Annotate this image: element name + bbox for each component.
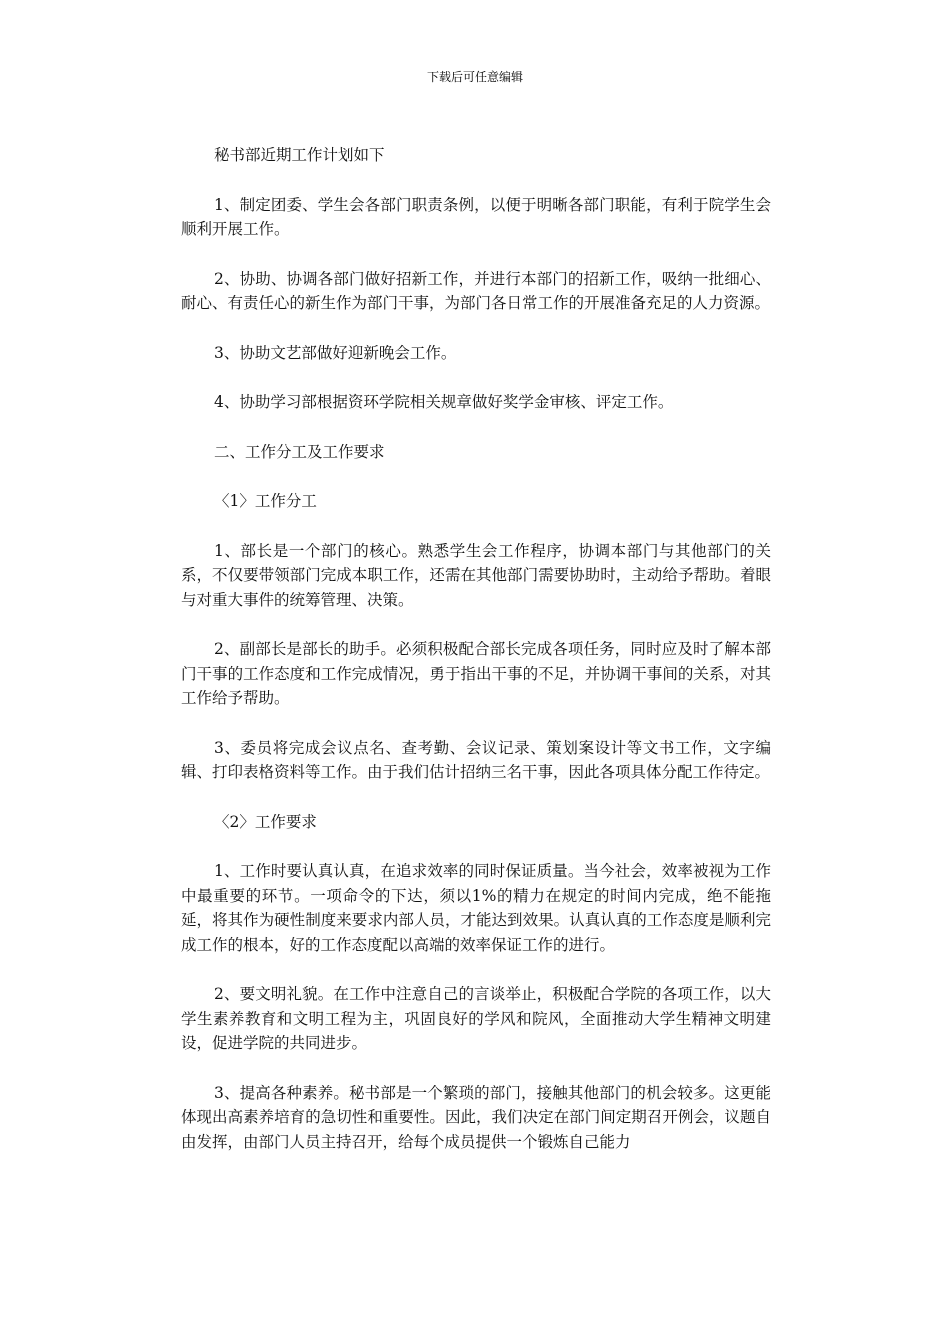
subsection-heading: 〈2〉工作要求 [214, 812, 317, 831]
paragraph: 2、要文明礼貌。在工作中注意自己的言谈举止，积极配合学院的各项工作，以大学生素养教育和文明工程为主，巩固良好的学风和院风，全面推动大学生精神文明建设，促进学院的共同进步。 [181, 985, 771, 1052]
section-heading: 二、工作分工及工作要求 [214, 442, 385, 461]
paragraph: 3、提高各种素养。秘书部是一个繁琐的部门，接触其他部门的机会较多。这更能体现出高素养培育的急切性和重要性。因此，我们决定在部门间定期召开例会，议题自由发挥，由部门人员主持召开，给每个成员提供一个锻炼自己能力 [181, 1083, 771, 1151]
paragraph: 2、副部长是部长的助手。必须积极配合部长完成各项任务，同时应及时了解本部门干事的工作态度和工作完成情况，勇于指出干事的不足，并协调干事间的关系，对其工作给予帮助。 [181, 640, 771, 707]
paragraph: 3、协助文艺部做好迎新晚会工作。 [214, 343, 457, 362]
paragraph: 1、部长是一个部门的核心。熟悉学生会工作程序，协调本部门与其他部门的关系，不仅要带领部门完成本职工作，还需在其他部门需要协助时，主动给予帮助。着眼与对重大事件的统筹管理、决策。 [181, 541, 771, 609]
paragraph: 1、制定团委、学生会各部门职责条例，以便于明晰各部门职能，有利于院学生会顺利开展工作。 [181, 195, 771, 238]
subsection-heading: 〈1〉工作分工 [214, 492, 317, 510]
paragraph: 秘书部近期工作计划如下 [214, 146, 385, 164]
page-header: 下载后可任意编辑 [426, 70, 523, 84]
paragraph: 1、工作时要认真认真，在追求效率的同时保证质量。当今社会，效率被视为工作中最重要的环节。一项命令的下达，须以1%的精力在规定的时间内完成，绝不能拖延，将其作为硬性制度来要求内部人员，才能达到效果。认真认真的工作态度是顺利完成工作的根本，好的工作态度配以高端的效率保证工作的进行。 [181, 862, 771, 954]
paragraph: 4、协助学习部根据资环学院相关规章做好奖学金审核、评定工作。 [214, 393, 674, 411]
paragraph: 3、委员将完成会议点名、查考勤、会议记录、策划案设计等文书工作，文字编辑、打印表格资料等工作。由于我们估计招纳三名干事，因此各项具体分配工作待定。 [181, 738, 771, 781]
document-body [181, 143, 771, 1179]
paragraph: 2、协助、协调各部门做好招新工作，并进行本部门的招新工作，吸纳一批细心、耐心、有责任心的新生作为部门干事，为部门各日常工作的开展准备充足的人力资源。 [181, 269, 771, 312]
